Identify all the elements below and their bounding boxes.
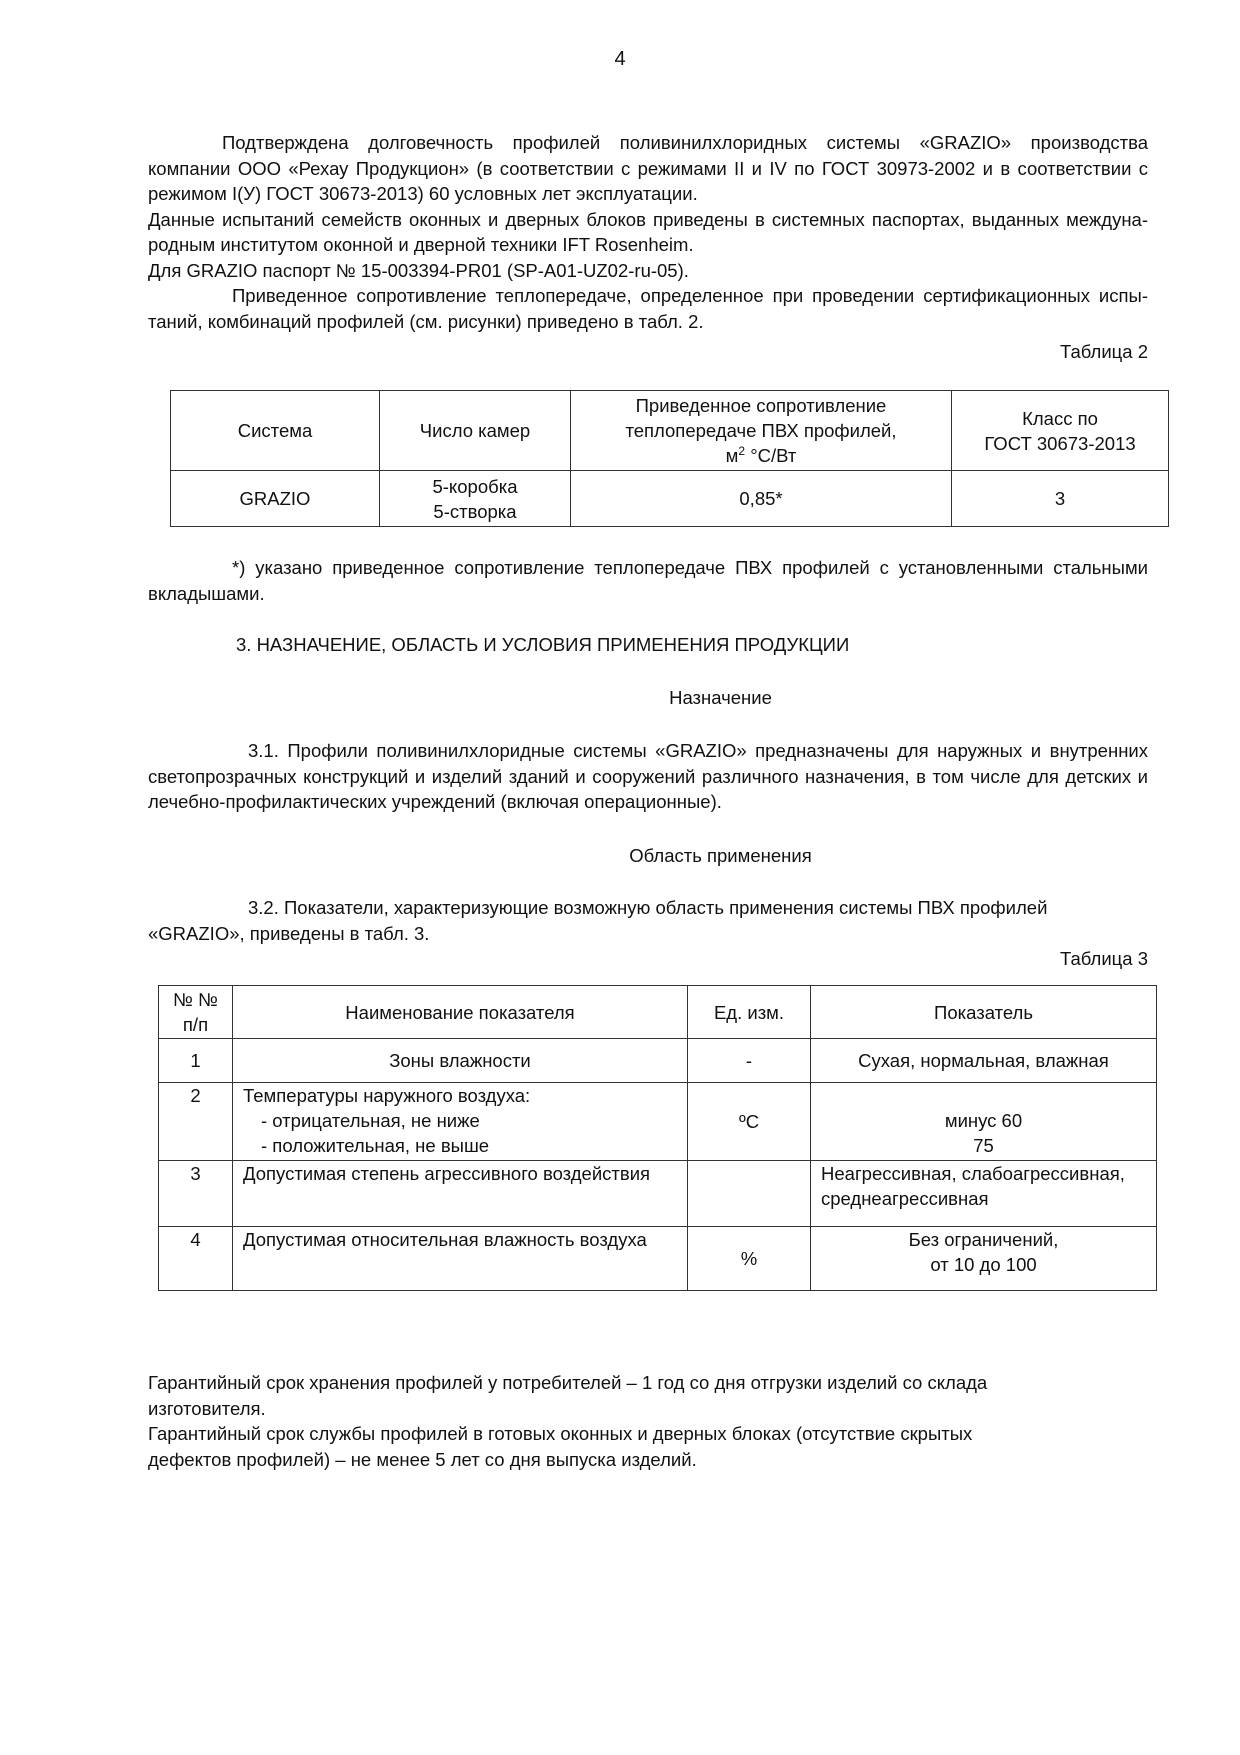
table3-cell-name: Допустимая относительная влажность воздуха [233,1227,688,1291]
table2-row [171,471,1169,527]
table3-caption: Таблица 3 [1060,948,1148,969]
table2-header-class-line1: Класс по [1022,407,1098,429]
table3-cell-num: 1 [159,1039,233,1083]
table3-cell-value: Сухая, нормальная, влажная [811,1039,1157,1083]
table3-cell-value-line1: минус 60 [944,1109,1023,1131]
table2-cell-system: GRAZIO [171,471,380,527]
table3-header-num [159,986,233,1039]
table-row [159,1083,1157,1161]
table2-cell-resistance: 0,85* [571,471,952,527]
table3-cell-name-sub2: - положительная, не выше [261,1135,490,1156]
table2-cell-chambers [380,471,571,527]
table2-caption: Таблица 2 [1060,341,1148,362]
table3-header-name: Наименование показателя [233,986,688,1039]
unit-rest: °С/Вт [745,445,797,466]
table3-cell-name-line: Температуры наружного воздуха: [243,1085,531,1106]
intro-paragraph-tests: Данные испытаний семейств оконных и дверных блоков приведены в системных паспортах, выданных междуна-родным институтом оконной и дверной техники IFT Rosenheim. [148,208,1148,255]
table-2 [170,390,1169,527]
table2-header-resistance-line1: Приведенное сопротивление [635,395,887,416]
table3-cell-num: 2 [159,1083,233,1161]
table3-header-value: Показатель [811,986,1157,1039]
table3-cell-unit [688,1161,811,1227]
table3-cell-unit: - [688,1039,811,1083]
table3-header-unit: Ед. изм. [688,986,811,1039]
table3-header-num-line2: п/п [182,1014,209,1035]
section3-paragraph-3-1: 3.1. Профили поливинилхлоридные системы «GRAZIO» предназначены для наружных и внутренних светопрозрачных конструкций и изделий зданий и сооружений различного назначения, в том числе для детских и лечебно-профилактических учреждений (включая операционные). [148,740,1148,812]
unit-m: м [725,445,739,466]
table3-cell-value-line2: среднеагрессивная [821,1188,989,1209]
intro-paragraph-passport: Для GRAZIO паспорт № 15-003394-PR01 (SP-A01-UZ02-ru-05). [148,259,689,281]
table2-header-resistance-line2: теплопередаче ПВХ профилей, [625,420,897,441]
table2-header-class [952,391,1169,471]
table3-header-row [159,986,1157,1039]
table3-cell-unit: % [688,1227,811,1291]
table3-cell-name-sub1: - отрицательная, не ниже [261,1110,480,1131]
table-3 [158,985,1157,1291]
page-number: 4 [614,48,626,70]
section3-subtitle-purpose: Назначение [669,687,772,708]
table3-header-num-line1: № № [173,989,218,1010]
table3-cell-value-line2: от 10 до 100 [930,1254,1037,1275]
table2-cell-chambers-line2: 5-створка [433,500,517,522]
table3-cell-name: Допустимая степень агрессивного воздействия [233,1161,688,1227]
warranty-text [148,1370,1018,1472]
section3-paragraph-3-2-line2: «GRAZIO», приведены в табл. 3. [148,922,430,944]
table3-cell-value [811,1083,1157,1161]
table2-header-resistance [571,391,952,471]
table2-header-system: Система [171,391,380,471]
table2-cell-class: 3 [952,471,1169,527]
table3-cell-name: Зоны влажности [233,1039,688,1083]
table3-cell-value [811,1227,1157,1291]
table-row [159,1039,1157,1083]
section3-subtitle-scope: Область применения [629,845,812,866]
table3-cell-value [811,1161,1157,1227]
intro-text [148,130,1148,334]
table2-header-row [171,391,1169,471]
intro-paragraph-durability: Подтверждена долговечность профилей поливинилхлоридных системы «GRAZIO» производства компании ООО «Рехау Продукцион» (в соответствии с режимами II и IV по ГОСТ 30973-2002 и в соответствии с режимом I(У) ГОСТ 30673-2013) 60 условных лет эксплуатации. [148,132,1149,204]
intro-paragraph-resistance: Приведенное сопротивление теплопередаче, определенное при проведении сертификационных испы-таний, комбинаций профилей (см. рисунки) приведено в табл. 2. [148,285,1148,332]
table2-header-chambers: Число камер [380,391,571,471]
warranty-service: Гарантийный срок службы профилей в готовых оконных и дверных блоках (отсутствие скрытых дефектов профилей) – не менее 5 лет со дня выпуска изделий. [148,1423,973,1470]
section3-paragraph-3-2-line1: 3.2. Показатели, характеризующие возможную область применения системы ПВХ профилей [248,897,1048,918]
unit-exponent: 2 [738,443,746,458]
table3-cell-num: 3 [159,1161,233,1227]
table3-cell-num: 4 [159,1227,233,1291]
table2-header-class-line2: ГОСТ 30673-2013 [984,432,1136,454]
table3-cell-value-line2: 75 [973,1134,994,1156]
table3-cell-value-line1: Без ограничений, [908,1229,1059,1250]
table-row [159,1227,1157,1291]
table2-header-resistance-unit [571,443,951,468]
table3-cell-value-line1: Неагрессивная, слабоагрессивная, [821,1163,1125,1184]
table3-cell-unit: ºС [688,1083,811,1161]
warranty-storage: Гарантийный срок хранения профилей у потребителей – 1 год со дня отгрузки изделий со склада изготовителя. [148,1372,988,1419]
section3-paragraph-3-2 [148,895,1148,946]
table3-cell-name [233,1083,688,1161]
table2-cell-chambers-line1: 5-коробка [432,475,518,497]
table2-footnote: *) указано приведенное сопротивление теплопередаче ПВХ профилей с установленными стальными вкладышами. [148,557,1148,604]
section3-title: 3. НАЗНАЧЕНИЕ, ОБЛАСТЬ И УСЛОВИЯ ПРИМЕНЕНИЯ ПРОДУКЦИИ [236,634,850,655]
table-row [159,1161,1157,1227]
